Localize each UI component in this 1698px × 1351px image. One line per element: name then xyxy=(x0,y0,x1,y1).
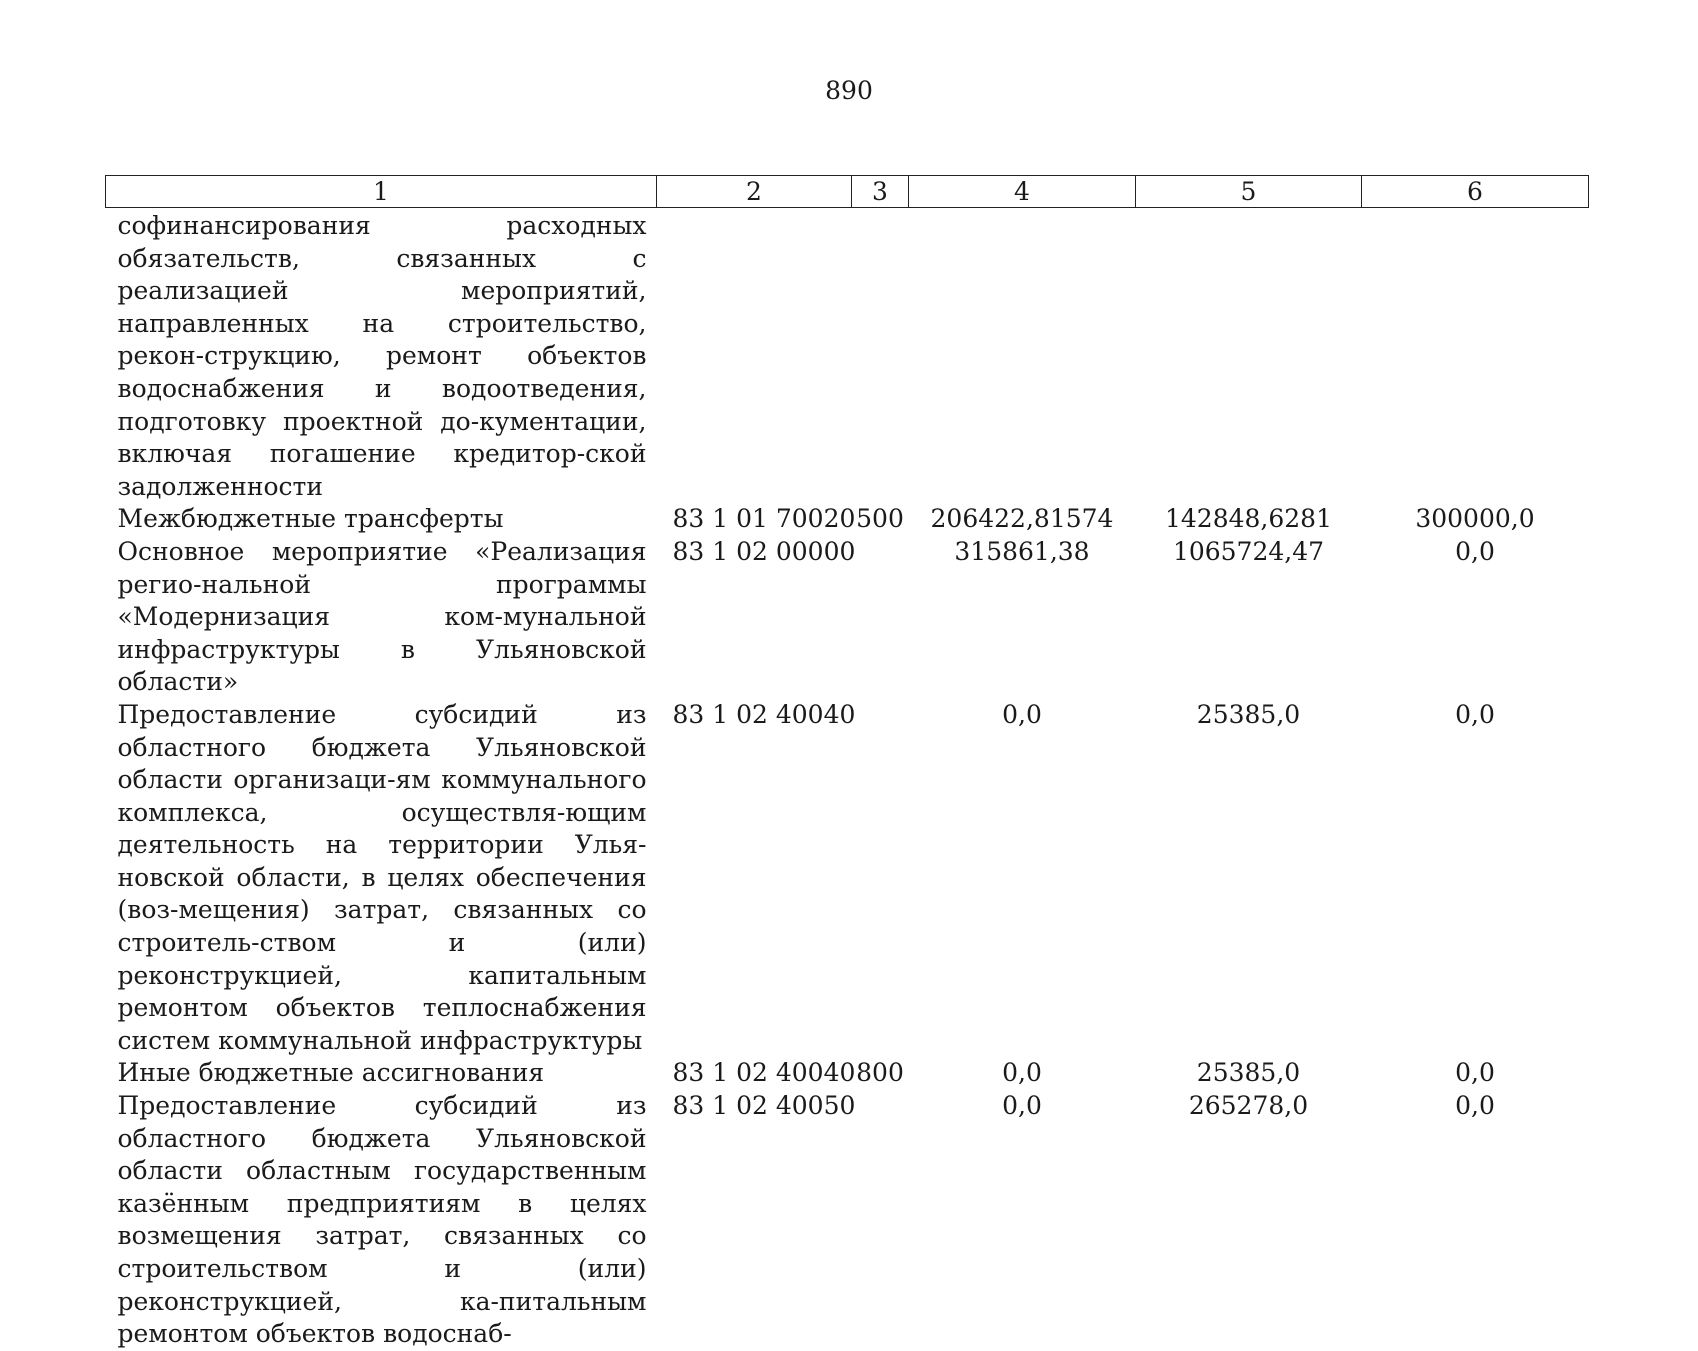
budget-table xyxy=(105,175,1589,1351)
column-header-6: 6 xyxy=(1362,176,1589,208)
table-row xyxy=(106,1090,1589,1351)
row-value-6: 300000,0 xyxy=(1415,504,1535,534)
column-header-3: 3 xyxy=(852,176,909,208)
row-type xyxy=(852,699,909,1058)
row-type: 500 xyxy=(856,504,904,534)
row-value-6: 0,0 xyxy=(1455,1091,1495,1121)
row-value-5: 142848,6281 xyxy=(1164,504,1332,534)
row-code xyxy=(657,208,852,504)
page-number: 890 xyxy=(825,76,873,105)
row-code: 83 1 02 40040 xyxy=(672,1058,856,1088)
column-header-4: 4 xyxy=(909,176,1136,208)
row-value-4: 315861,38 xyxy=(954,536,1090,566)
row-name: Иные бюджетные ассигнования xyxy=(117,1058,545,1088)
column-header-2: 2 xyxy=(657,176,852,208)
row-code: 83 1 02 40050 xyxy=(672,1091,856,1121)
row-name: Предоставление субсидий из областного бюджета Ульяновской области организаци-ям коммунального комплекса, осуществля-ющим деятельность на территории Улья-новской области, в целях обеспечения (воз-мещения) затрат, связанных со строитель-ством и (или) реконструкцией, капитальным ремонтом объектов теплоснабжения систем коммунальной инфраструктуры xyxy=(117,699,647,1055)
row-value-5: 25385,0 xyxy=(1196,1058,1301,1088)
column-number-row xyxy=(106,176,1589,208)
row-code: 83 1 01 70020 xyxy=(672,504,856,534)
row-type: 800 xyxy=(856,1058,904,1088)
row-name: Межбюджетные трансферты xyxy=(117,504,504,534)
row-value-4: 0,0 xyxy=(1002,1058,1042,1088)
table-row xyxy=(106,536,1589,699)
row-value-5: 25385,0 xyxy=(1196,699,1301,729)
row-name: Предоставление субсидий из областного бюджета Ульяновской области областным государственным казённым предприятиям в целях возмещения затрат, связанных со строительством и (или) реконструкцией, ка-питальным ремонтом объектов водоснаб- xyxy=(117,1091,647,1349)
row-value-5: 265278,0 xyxy=(1188,1091,1309,1121)
table-row xyxy=(106,208,1589,504)
row-value-4 xyxy=(909,208,1136,504)
row-value-6: 0,0 xyxy=(1455,1058,1495,1088)
row-name: Основное мероприятие «Реализация регио-нальной программы «Модернизация ком-мунальной инфраструктуры в Ульяновской области» xyxy=(117,536,647,697)
row-value-4: 0,0 xyxy=(1002,1091,1042,1121)
row-value-5 xyxy=(1136,208,1362,504)
column-header-5: 5 xyxy=(1136,176,1362,208)
row-type xyxy=(852,536,909,699)
row-name: софинансирования расходных обязательств, связанных с реализацией мероприятий, направленных на строительство, рекон-струкцию, ремонт объектов водоснабжения и водоотведения, подготовку проектной до-кументации, включая погашение кредитор-ской задолженности xyxy=(117,211,647,501)
table-row xyxy=(106,1057,1589,1090)
row-value-6 xyxy=(1362,208,1589,504)
table-row xyxy=(106,503,1589,536)
row-type xyxy=(852,1090,909,1351)
row-type xyxy=(852,208,909,504)
row-code: 83 1 02 40040 xyxy=(672,699,856,729)
row-code: 83 1 02 00000 xyxy=(672,536,856,566)
row-value-6: 0,0 xyxy=(1455,536,1495,566)
table-row xyxy=(106,699,1589,1058)
row-value-4: 206422,81574 xyxy=(930,504,1114,534)
row-value-5: 1065724,47 xyxy=(1172,536,1325,566)
column-header-1: 1 xyxy=(106,176,657,208)
row-value-6: 0,0 xyxy=(1455,699,1495,729)
row-value-4: 0,0 xyxy=(1002,699,1042,729)
